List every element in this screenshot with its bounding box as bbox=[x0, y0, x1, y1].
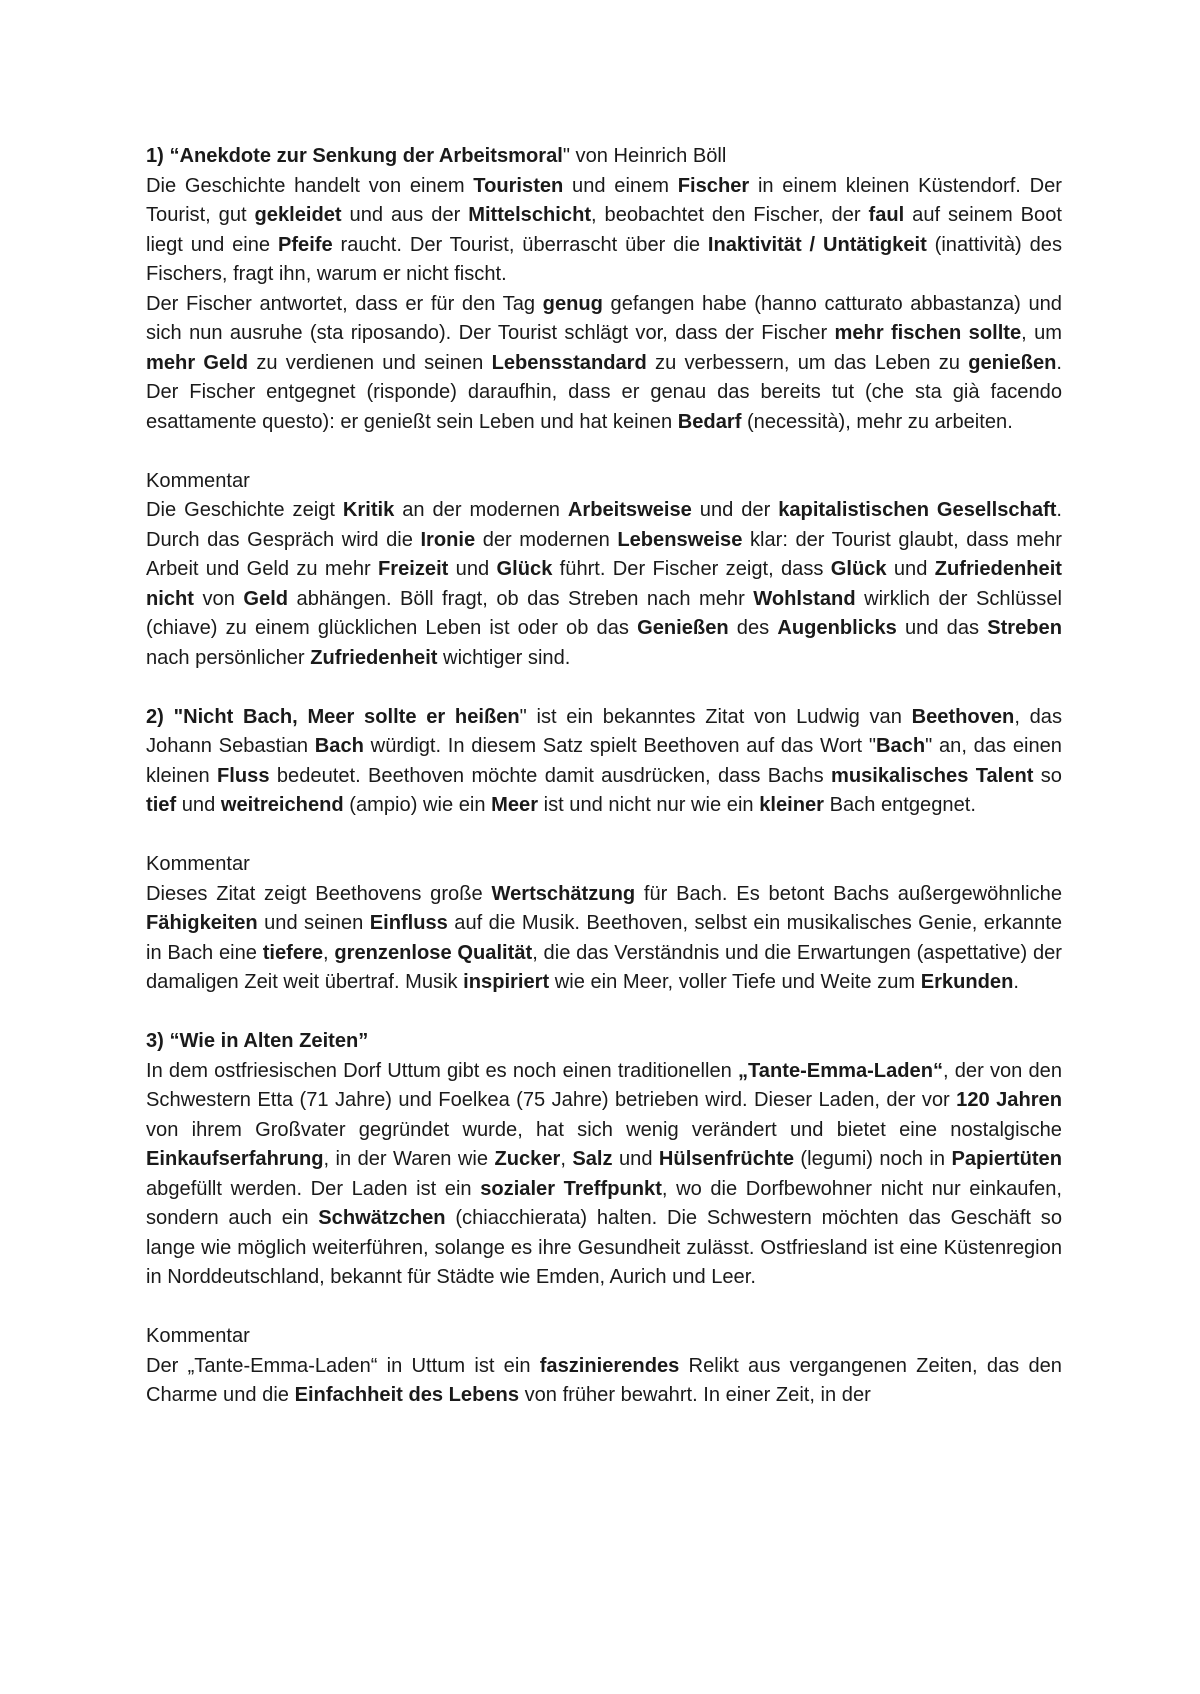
text-run: würdigt. In diesem Satz spielt Beethoven auf das Wort " bbox=[363, 735, 876, 757]
text-run: raucht. Der Tourist, überrascht über die bbox=[332, 233, 708, 256]
text-run: , in der Waren wie bbox=[323, 1148, 495, 1170]
section-3-summary bbox=[146, 1057, 1062, 1293]
bold-term: 120 Jahren bbox=[956, 1089, 1062, 1111]
text-run: Relikt aus vergangenen Zeiten, das den Charme und die bbox=[146, 1354, 1062, 1406]
bold-term: Zufriedenheit bbox=[310, 646, 438, 669]
section-1-comment bbox=[146, 496, 1062, 673]
text-run: und das bbox=[896, 617, 988, 639]
section-3-title: 3) “Wie in Alten Zeiten” bbox=[146, 1030, 369, 1052]
section-1-paragraph-2 bbox=[146, 290, 1062, 438]
section-2-comment-label: Kommentar bbox=[146, 853, 250, 875]
text-run: klar: der Tourist glaubt, dass mehr Arbeit und Geld zu mehr bbox=[146, 528, 1062, 580]
bold-term: Salz bbox=[572, 1148, 613, 1170]
bold-term: tiefere bbox=[262, 941, 324, 964]
text-run: und seinen bbox=[257, 912, 370, 934]
bold-term: Papiertüten bbox=[951, 1148, 1062, 1170]
bold-term: Kritik bbox=[342, 499, 395, 521]
text-run: Bach entgegnet. bbox=[823, 794, 976, 816]
bold-term: Fischer bbox=[677, 174, 750, 197]
text-run: Dieses Zitat zeigt Beethovens große bbox=[146, 882, 492, 905]
text-run: nach persönlicher bbox=[146, 646, 311, 669]
text-run: (ampio) wie ein bbox=[343, 794, 492, 816]
text-run: der modernen bbox=[475, 528, 618, 551]
text-run: von bbox=[194, 587, 244, 610]
bold-term: weitreichend bbox=[220, 794, 344, 816]
text-run: von früher bewahrt. In einer Zeit, in der bbox=[519, 1384, 871, 1406]
bold-term: Mittelschicht bbox=[468, 204, 592, 226]
text-run: , der von den Schwestern Etta (71 Jahre) und Foelkea (75 Jahre) betrieben wird. Dieser Laden, der vor bbox=[146, 1059, 1063, 1111]
text-run: (chiacchierata) halten. Die Schwestern möchten das Geschäft so lange wie möglich weiterführen, solange es ihre Gesundheit zulässt. Ostfriesland ist eine Küstenregion in Norddeutschland, bekannt für Städte wie Emden, Aurich und Leer. bbox=[146, 1207, 1062, 1288]
text-run: , wo die Dorfbewohner nicht nur einkaufen, sondern auch ein bbox=[146, 1177, 1062, 1229]
bold-term: „Tante-Emma-Laden“ bbox=[737, 1059, 944, 1082]
text-run: Die Geschichte zeigt bbox=[146, 499, 343, 521]
bold-term: tief bbox=[146, 794, 177, 816]
bold-term: Hülsenfrüchte bbox=[658, 1148, 795, 1170]
bold-term: Glück bbox=[830, 558, 887, 580]
text-run: und bbox=[176, 794, 221, 816]
text-run: so bbox=[1033, 764, 1062, 787]
bold-term: Wohlstand bbox=[753, 587, 856, 610]
bold-term: Ironie bbox=[420, 528, 476, 551]
spacer bbox=[146, 1293, 1062, 1323]
text-run: zu verbessern, um das Leben zu bbox=[646, 351, 969, 374]
section-1-paragraph-1 bbox=[146, 172, 1062, 290]
section-1-title: 1) “Anekdote zur Senkung der Arbeitsmoral bbox=[146, 145, 563, 167]
text-run: und bbox=[448, 558, 497, 580]
bold-term: Zucker bbox=[494, 1148, 561, 1170]
text-run: , bbox=[323, 941, 335, 964]
bold-term: Schwätzchen bbox=[318, 1207, 446, 1229]
section-3-comment-label: Kommentar bbox=[146, 1325, 250, 1347]
bold-term: Streben bbox=[987, 617, 1062, 639]
bold-term: musikalisches Talent bbox=[830, 764, 1034, 787]
text-run: zu verdienen und seinen bbox=[248, 351, 492, 374]
text-run: abgefüllt werden. Der Laden ist ein bbox=[146, 1177, 481, 1200]
text-run: bedeutet. Beethoven möchte damit ausdrücken, dass Bachs bbox=[269, 764, 831, 787]
text-run: wichtiger sind. bbox=[437, 646, 571, 669]
bold-term: Fluss bbox=[217, 764, 270, 787]
bold-term: Lebensstandard bbox=[491, 351, 647, 374]
text-run: von ihrem Großvater gegründet wurde, hat sich wenig verändert und bietet eine nostalgische bbox=[146, 1118, 1062, 1141]
bold-term: gekleidet bbox=[254, 204, 342, 226]
spacer bbox=[146, 998, 1062, 1028]
bold-term: Augenblicks bbox=[777, 617, 897, 639]
text-run: , das Johann Sebastian bbox=[146, 705, 1062, 757]
text-run: . Der Fischer entgegnet (risponde) daraufhin, dass er genau das bereits tut (che sta già facendo esattamente questo): er genießt sein Leben und hat keinen bbox=[146, 351, 1062, 433]
section-3-comment bbox=[146, 1352, 1062, 1411]
bold-term: Bedarf bbox=[677, 410, 742, 433]
bold-term: faul bbox=[868, 204, 905, 226]
text-run: Der „Tante-Emma-Laden“ in Uttum ist ein bbox=[146, 1354, 540, 1377]
section-2-comment bbox=[146, 880, 1062, 998]
text-run: Die Geschichte handelt von einem bbox=[146, 174, 474, 197]
text-run: und einem bbox=[563, 174, 678, 197]
text-run: und bbox=[886, 558, 935, 580]
bold-term: Touristen bbox=[473, 174, 564, 197]
bold-term: Inaktivität / Untätigkeit bbox=[707, 233, 927, 256]
text-run: , die das Verständnis und die Erwartungen (aspettative) der damaligen Zeit weit übertraf. Musik bbox=[146, 941, 1062, 993]
bold-term: Einfachheit des Lebens bbox=[294, 1384, 519, 1406]
bold-term: Glück bbox=[496, 558, 553, 580]
text-run: wirklich der Schlüssel (chiave) zu einem glücklichen Leben ist oder ob das bbox=[146, 587, 1062, 639]
bold-term: Einkaufserfahrung bbox=[146, 1148, 324, 1170]
text-run: (necessità), mehr zu arbeiten. bbox=[741, 410, 1013, 433]
spacer bbox=[146, 437, 1062, 467]
bold-term: Arbeitsweise bbox=[567, 499, 692, 521]
bold-term: 2) "Nicht Bach, Meer sollte er heißen bbox=[146, 705, 520, 728]
text-run: (legumi) noch in bbox=[794, 1148, 952, 1170]
bold-term: genug bbox=[542, 292, 603, 315]
bold-term: Freizeit bbox=[378, 558, 449, 580]
text-run: (inattività) des Fischers, fragt ihn, warum er nicht fischt. bbox=[146, 233, 1062, 285]
spacer bbox=[146, 673, 1062, 703]
text-run: Der Fischer antwortet, dass er für den Tag bbox=[146, 292, 543, 315]
bold-term: Zufriedenheit nicht bbox=[146, 558, 1062, 610]
text-run: und bbox=[612, 1148, 659, 1170]
text-run: und der bbox=[691, 499, 779, 521]
text-run: an der modernen bbox=[394, 499, 568, 521]
text-run: abhängen. Böll fragt, ob das Streben nach mehr bbox=[288, 587, 754, 610]
text-run: " an, das einen kleinen bbox=[146, 735, 1062, 787]
bold-term: mehr Geld bbox=[146, 351, 249, 374]
text-run: auf seinem Boot liegt und eine bbox=[146, 204, 1062, 256]
bold-term: Lebensweise bbox=[617, 528, 743, 551]
text-run: gefangen habe (hanno catturato abbastanza) und sich nun ausruhe (sta riposando). Der Tourist schlägt vor, dass der Fischer bbox=[146, 292, 1062, 344]
bold-term: Fähigkeiten bbox=[146, 912, 258, 934]
text-run: und aus der bbox=[341, 204, 469, 226]
bold-term: sozialer Treffpunkt bbox=[480, 1177, 662, 1200]
section-3-heading bbox=[146, 1027, 1062, 1057]
text-run: wie ein Meer, voller Tiefe und Weite zum bbox=[549, 971, 921, 993]
bold-term: grenzenlose Qualität bbox=[334, 941, 533, 964]
bold-term: Pfeife bbox=[277, 233, 333, 256]
text-run: . bbox=[1013, 971, 1019, 993]
text-run: in einem kleinen Küstendorf. Der Tourist, gut bbox=[146, 174, 1062, 226]
text-run: " ist ein bekanntes Zitat von Ludwig van bbox=[519, 705, 912, 728]
bold-term: genießen bbox=[968, 351, 1057, 374]
bold-term: Genießen bbox=[637, 617, 729, 639]
text-run: auf die Musik. Beethoven, selbst ein musikalisches Genie, erkannte in Bach eine bbox=[146, 912, 1062, 964]
text-run: ist und nicht nur wie ein bbox=[538, 794, 760, 816]
bold-term: Meer bbox=[491, 794, 539, 816]
bold-term: Bach bbox=[314, 735, 364, 757]
section-1-comment-label: Kommentar bbox=[146, 469, 250, 492]
text-run: , um bbox=[1021, 322, 1062, 344]
text-run: , beobachtet den Fischer, der bbox=[591, 204, 869, 226]
bold-term: faszinierendes bbox=[539, 1354, 680, 1377]
bold-term: kleiner bbox=[759, 794, 824, 816]
bold-term: Bach bbox=[875, 735, 926, 757]
spacer bbox=[146, 821, 1062, 851]
bold-term: Geld bbox=[243, 587, 289, 610]
text-run: für Bach. Es betont Bachs außergewöhnliche bbox=[635, 882, 1062, 905]
text-run: des bbox=[728, 617, 778, 639]
document-page bbox=[146, 142, 1062, 1411]
bold-term: kapitalistischen Gesellschaft bbox=[778, 499, 1057, 521]
section-2-summary bbox=[146, 703, 1062, 821]
text-run: . Durch das Gespräch wird die bbox=[146, 499, 1062, 551]
bold-term: Einfluss bbox=[369, 912, 448, 934]
text-run: , bbox=[560, 1148, 573, 1170]
bold-term: Erkunden bbox=[920, 971, 1014, 993]
section-1-heading bbox=[146, 142, 1062, 172]
bold-term: mehr fischen sollte bbox=[834, 322, 1022, 344]
text-run: In dem ostfriesischen Dorf Uttum gibt es noch einen traditionellen bbox=[146, 1059, 738, 1082]
section-1-author: " von Heinrich Böll bbox=[562, 145, 727, 167]
bold-term: Beethoven bbox=[911, 705, 1015, 728]
bold-term: inspiriert bbox=[463, 971, 550, 993]
section-1-summary bbox=[146, 172, 1062, 438]
text-run: führt. Der Fischer zeigt, dass bbox=[552, 558, 831, 580]
bold-term: Wertschätzung bbox=[491, 882, 636, 905]
